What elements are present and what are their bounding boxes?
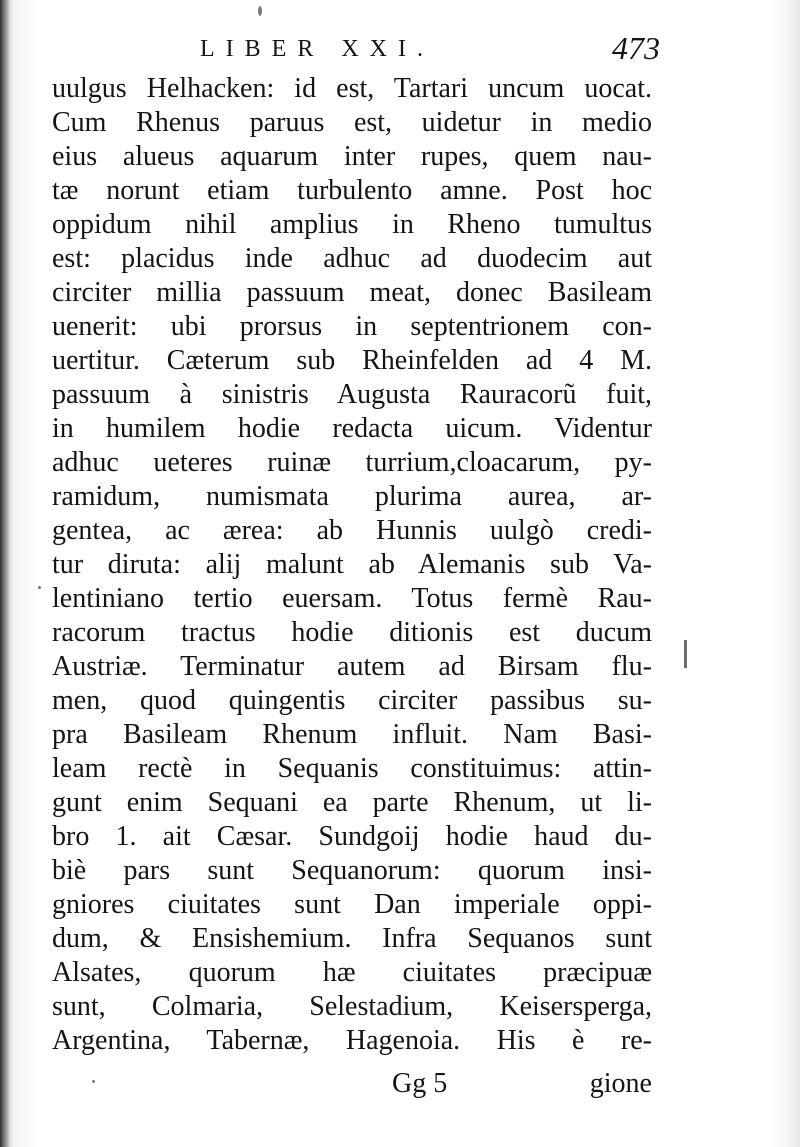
- text-line: est: placidus inde adhuc ad duodecim aut: [52, 243, 652, 274]
- text-line: Alsates, quorum hæ ciuitates præcipuæ: [52, 957, 652, 988]
- text-line: men, quod quingentis circiter passibus su-: [52, 685, 652, 716]
- paper-speck: [258, 6, 262, 16]
- text-line: gunt enim Sequani ea parte Rhenum, ut li-: [52, 787, 652, 818]
- page-number: 473: [612, 30, 660, 66]
- text-line: pra Basileam Rhenum influit. Nam Basi-: [52, 719, 652, 750]
- text-line: bro 1. ait Cæsar. Sundgoij hodie haud du-: [52, 821, 652, 852]
- running-title: LIBER XXI.: [200, 36, 434, 62]
- text-line: adhuc ueteres ruinæ turrium,cloacarum, py-: [52, 447, 652, 478]
- text-line: Argentina, Tabernæ, Hagenoia. His è re-: [52, 1025, 652, 1056]
- text-line: eius alueus aquarum inter rupes, quem nau-: [52, 141, 652, 172]
- page-footer: [52, 1068, 652, 1104]
- text-line: circiter millia passuum meat, donec Basileam: [52, 277, 652, 308]
- text-line: uertitur. Cæterum sub Rheinfelden ad 4 M.: [52, 345, 652, 376]
- text-line: dum, & Ensishemium. Infra Sequanos sunt: [52, 923, 652, 954]
- text-line: oppidum nihil amplius in Rheno tumultus: [52, 209, 652, 240]
- text-line: tæ norunt etiam turbulento amne. Post hoc: [52, 175, 652, 206]
- text-line: racorum tractus hodie ditionis est ducum: [52, 617, 652, 648]
- body-text: [52, 72, 652, 1058]
- text-line: biè pars sunt Sequanorum: quorum insi-: [52, 855, 652, 886]
- paper-speck: [38, 586, 41, 589]
- paper-speck: [92, 1080, 95, 1083]
- running-head: [60, 30, 660, 70]
- text-line: sunt, Colmaria, Selestadium, Keiserspergа,: [52, 991, 652, 1022]
- text-line: passuum à sinistris Augusta Rauracorũ fuit,: [52, 379, 652, 410]
- margin-mark: [684, 640, 687, 668]
- text-line: uulgus Helhacken: id est, Tartari uncum uocat.: [52, 73, 652, 104]
- gutter-shadow: [0, 0, 10, 1147]
- catchword: gione: [589, 1068, 652, 1099]
- text-line: Cum Rhenus paruus est, uidetur in medio: [52, 107, 652, 138]
- text-line: gniores ciuitates sunt Dan imperiale oppi-: [52, 889, 652, 920]
- text-line: in humilem hodie redacta uicum. Videntur: [52, 413, 652, 444]
- text-line: uenerit: ubi prorsus in septentrionem con-: [52, 311, 652, 342]
- text-line: gentea, ac ærea: ab Hunnis uulgò credi-: [52, 515, 652, 546]
- text-line: ramidum, numismata plurima aurea, ar-: [52, 481, 652, 512]
- text-line: leam rectè in Sequanis constituimus: attin-: [52, 753, 652, 784]
- signature-mark: Gg 5: [392, 1068, 448, 1099]
- text-line: tur diruta: alij malunt ab Alemanis sub Va-: [52, 549, 652, 580]
- text-line: lentiniano tertio euersam. Totus fermè Rau-: [52, 583, 652, 614]
- text-line: Austriæ. Terminatur autem ad Birsam flu-: [52, 651, 652, 682]
